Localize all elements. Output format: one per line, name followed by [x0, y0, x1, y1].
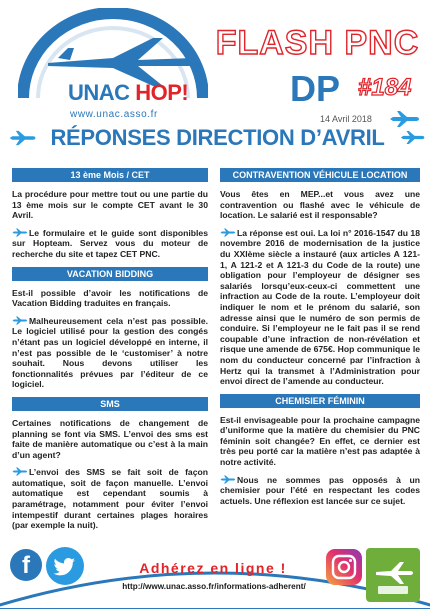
twitter-icon[interactable]: [46, 547, 84, 585]
plane-icon: [12, 228, 28, 237]
dp-label: DP: [290, 68, 341, 109]
plane-icon: [12, 467, 28, 476]
question-text: Certaines notifications de changement de planning se font via SMS. L’envoi des sms est faite de manière automatique ou c’est à la main d’un agent?: [12, 417, 208, 460]
logo-hop-text: HOP!: [135, 80, 189, 105]
facebook-icon[interactable]: f: [10, 549, 42, 581]
logo-text: [68, 80, 188, 106]
membership-url-link[interactable]: http://www.unac.asso.fr/informations-adherent/: [122, 582, 306, 591]
unac-hop-logo: [10, 8, 215, 133]
unac-app-badge-icon[interactable]: [366, 548, 420, 602]
page-title: RÉPONSES DIRECTION D’AVRIL: [50, 125, 385, 150]
section-header-13eme-mois: 13 ème Mois / CET: [12, 168, 208, 182]
plane-icon: [400, 130, 426, 145]
section-header-sms: SMS: [12, 397, 208, 411]
twitter-bird-icon: [46, 547, 84, 585]
section-header-vacation-bidding: VACATION BIDDING: [12, 267, 208, 281]
join-online-link[interactable]: Adhérez en ligne !: [139, 560, 287, 576]
answer-text: Le formulaire et le guide sont disponibles sur Hopteam. Servez vous du moteur de recherche du site et tapez CET PNC.: [12, 227, 208, 259]
logo-unac-text: UNAC: [68, 80, 130, 105]
plane-icon: [220, 475, 236, 484]
question-text: Est-il envisageable pour la prochaine campagne d’uniforme que la matière du chemisier du PNC féminin soit changée? En effet, ce dernier est très peu porté car la matière n’est pas adaptée à notre activité.: [220, 414, 420, 468]
question-text: La procédure pour mettre tout ou une partie du 13 ème mois sur le compte CET avant le 30 Avril.: [12, 189, 208, 221]
answer-text: Malheureusement cela n’est pas possible. Le logiciel utilisé pour la gestion des congés n’étant pas un logiciel développé en interne, il n’est pas possible de le ‘customiser’ à notre souhait. Nous devons utiliser les fonctionnalités prévues par l’éditeur de ce logiciel.: [12, 315, 208, 390]
unac-badge-graphic: [366, 548, 420, 602]
instagram-icon[interactable]: [326, 549, 362, 585]
instagram-camera-icon: [326, 549, 362, 585]
issue-date: 14 Avril 2018: [320, 114, 372, 124]
plane-icon: [8, 130, 38, 146]
flash-title: FLASH PNC: [215, 24, 420, 62]
section-header-chemisier: CHEMISIER FÉMININ: [220, 394, 420, 408]
answer-text: Nous ne sommes pas opposés à un chemisier pour l’été en respectant les codes actuels. Une réflexion est lancée sur ce sujet.: [220, 474, 420, 506]
answer-text: La réponse est oui. La loi n° 2016-1547 du 18 novembre 2016 de modernisation de la justice du XXIème siècle a instauré (aux articles A 121-1, A 121-2 et A 121-3 du Code de la route) une obligation pour l’employeur de désigner ses salariés lorsqu’eux-ceux-ci commettent une infraction au Code de la route. L’employeur doit indiquer le nom et le prénom du salarié, son adresse ainsi que le numéro de son permis de conduire. Si l’employeur ne le fait pas il se rend coupable d’une infraction de non-révélation et risque une amende de 675€. Hop communique le nom du conducteur concerné par l’infraction à Hertz qui la transmet à l’Administration pour envoi direct de l’amende au conducteur.: [220, 227, 420, 387]
section-header-contravention: CONTRAVENTION VÉHICULE LOCATION: [220, 168, 420, 182]
question-text: Est-il possible d’avoir les notifications de Vacation Bidding traduites en français.: [12, 287, 208, 309]
right-column: [220, 168, 420, 513]
left-column: [12, 168, 208, 538]
question-text: Vous êtes en MEP...et vous avez une contravention ou flashé avec le véhicule de location. Le salarié est il responsable?: [220, 189, 420, 221]
logo-url: www.unac.asso.fr: [70, 109, 158, 120]
issue-number: #184: [358, 74, 412, 101]
answer-text: L’envoi des SMS se fait soit de façon automatique, soit de façon manuelle. L’envoi automatique est cependant soumis à paramétrage, notamment pour éviter l’envoi intempestif durant certaines plages horaires (par exemple la nuit).: [12, 467, 208, 531]
plane-icon: [12, 316, 28, 325]
plane-icon: [220, 228, 236, 237]
